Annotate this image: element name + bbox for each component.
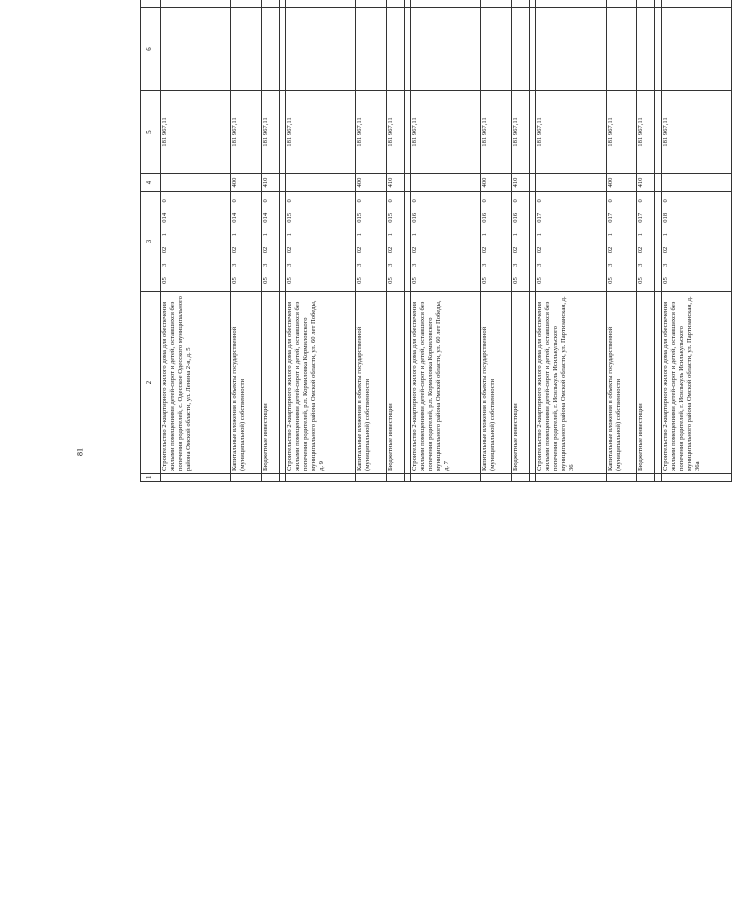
cell-col6 [511,8,529,91]
cell-col6 [481,8,512,91]
row-code [411,192,481,292]
cell-col7 [481,0,512,8]
row-amount: 181 967,11 [637,91,655,174]
cell-col6 [606,8,637,91]
code-part: 02 [160,246,168,254]
cell-col7 [160,0,230,8]
table-row [160,0,230,482]
code-part: 05 [637,277,645,284]
code-part: 014 [231,212,239,223]
row-code [481,192,512,292]
code-part: 016 [481,212,489,223]
row-name: Капитальные вложения в объекты государственной (муниципальной) собственности [481,292,512,474]
code-part: 0 [661,199,669,203]
header-cell [141,0,161,8]
row-code [606,192,637,292]
row-amount: 181 967,11 [606,91,637,174]
table-row [386,0,404,482]
code-line [411,194,419,289]
code-part: 1 [261,233,269,237]
code-part: 0 [606,199,614,203]
code-part: 3 [231,263,239,267]
cell-col6 [231,8,262,91]
code-part: 0 [261,199,269,203]
code-part: 017 [606,212,614,223]
code-part: 0 [286,199,294,203]
code-part: 3 [286,263,294,267]
code-part: 05 [160,277,168,284]
code-part: 0 [481,199,489,203]
row-type-code [411,174,481,192]
row-amount: 181 967,11 [481,91,512,174]
cell-col1 [231,474,262,482]
row-code [637,192,655,292]
cell-col1 [261,474,279,482]
code-part: 014 [261,212,269,223]
code-part: 1 [286,233,294,237]
row-amount: 181 967,11 [286,91,356,174]
budget-table [140,0,732,482]
code-part: 018 [661,212,669,223]
code-part: 1 [536,233,544,237]
row-name: Капитальные вложения в объекты государственной (муниципальной) собственности [231,292,262,474]
code-part: 1 [511,233,519,237]
row-code [661,192,731,292]
code-part: 02 [637,246,645,254]
code-part: 02 [411,246,419,254]
code-part: 0 [411,199,419,203]
code-part: 3 [386,263,394,267]
row-amount: 181 967,11 [356,91,387,174]
code-part: 0 [386,199,394,203]
table-row [231,0,262,482]
row-name: Строительство 2-квартирного жилого дома для обеспечения жилыми помещениями детей-сирот и детей, оставшихся без попечения родителей, р.п. Кормиловка Кормиловского муниципального района Омской области, ул. 60 лет Победы, д. 7 [411,292,481,474]
header-cell: 2 [141,292,161,474]
row-amount: 181 967,11 [536,91,606,174]
code-part: 05 [481,277,489,284]
cell-col1 [386,474,404,482]
row-name: Строительство 2-квартирного жилого дома для обеспечения жилыми помещениями детей-сирот и детей, оставшихся без попечения родителей, с. Одесское Одесского муниципального района Омской области, ул. Ленина 2-я, д. 5 [160,292,230,474]
code-part: 1 [606,233,614,237]
code-part: 016 [511,212,519,223]
row-type-code: 410 [261,174,279,192]
header-row [141,0,161,482]
row-type-code [286,174,356,192]
cell-col1 [637,474,655,482]
table-row [606,0,637,482]
rotated-page [140,0,732,482]
cell-col7 [231,0,262,8]
code-part: 02 [606,246,614,254]
cell-col7 [286,0,356,8]
cell-col7 [606,0,637,8]
code-part: 3 [606,263,614,267]
page-number: 81 [75,448,85,456]
table-row [411,0,481,482]
cell-col7 [411,0,481,8]
row-amount: 181 967,11 [231,91,262,174]
code-part: 0 [356,199,364,203]
code-line [662,194,670,289]
code-part: 02 [356,246,364,254]
code-part: 05 [286,277,294,284]
code-line [481,194,489,289]
cell-col1 [511,474,529,482]
row-name: Строительство 2-квартирного жилого дома для обеспечения жилыми помещениями детей-сирот и детей, оставшихся без попечения родителей, г. Исилькуль Исилькульского муниципального района Омской области, ул. Партизанская, д. 36 [536,292,606,474]
table-row [286,0,356,482]
cell-col1 [411,474,481,482]
cell-col6 [411,8,481,91]
row-type-code: 400 [356,174,387,192]
code-part: 1 [231,233,239,237]
code-part: 017 [536,212,544,223]
cell-col6 [386,8,404,91]
header-cell: 3 [141,192,161,292]
code-part: 02 [231,246,239,254]
code-part: 05 [386,277,394,284]
code-part: 02 [286,246,294,254]
cell-col1 [160,474,230,482]
code-part: 1 [356,233,364,237]
row-amount: 181 967,11 [511,91,529,174]
row-name: Бюджетные инвестиции [261,292,279,474]
code-part: 1 [481,233,489,237]
cell-col7 [356,0,387,8]
code-line [387,194,395,289]
code-part: 3 [637,263,645,267]
code-line [637,194,645,289]
cell-col1 [286,474,356,482]
cell-col6 [536,8,606,91]
code-line [356,194,364,289]
code-part: 1 [661,233,669,237]
code-part: 014 [160,212,168,223]
code-part: 1 [637,233,645,237]
code-part: 3 [356,263,364,267]
code-line [286,194,294,289]
cell-col7 [536,0,606,8]
row-type-code: 400 [606,174,637,192]
row-type-code: 410 [637,174,655,192]
code-part: 3 [261,263,269,267]
row-code [511,192,529,292]
table-row [481,0,512,482]
row-type-code: 400 [481,174,512,192]
row-code [386,192,404,292]
code-part: 05 [606,277,614,284]
code-part: 0 [160,199,168,203]
cell-col1 [481,474,512,482]
code-part: 05 [661,277,669,284]
header-cell: 4 [141,174,161,192]
code-part: 0 [637,199,645,203]
code-part: 02 [261,246,269,254]
code-part: 015 [286,212,294,223]
code-part: 3 [511,263,519,267]
table-row [261,0,279,482]
row-amount: 181 967,11 [411,91,481,174]
cell-col6 [356,8,387,91]
table-row [661,0,731,482]
code-line [262,194,270,289]
cell-col6 [261,8,279,91]
code-part: 05 [261,277,269,284]
code-part: 1 [160,233,168,237]
header-cell: 1 [141,474,161,482]
row-name: Бюджетные инвестиции [386,292,404,474]
code-part: 3 [661,263,669,267]
cell-col6 [160,8,230,91]
code-part: 05 [511,277,519,284]
code-part: 05 [356,277,364,284]
row-name: Строительство 2-квартирного жилого дома для обеспечения жилыми помещениями детей-сирот и детей, оставшихся без попечения родителей, р.п. Кормиловка Кормиловского муниципального района Омской области, ул. 60 лет Победы, д. 9 [286,292,356,474]
code-part: 05 [231,277,239,284]
row-type-code: 400 [231,174,262,192]
cell-col1 [536,474,606,482]
row-amount: 181 967,11 [261,91,279,174]
code-part: 3 [160,263,168,267]
cell-col6 [661,8,731,91]
cell-col7 [511,0,529,8]
row-code [286,192,356,292]
code-part: 3 [411,263,419,267]
row-type-code [661,174,731,192]
code-part: 02 [481,246,489,254]
table-row [637,0,655,482]
code-line [161,194,169,289]
cell-col1 [661,474,731,482]
row-name: Капитальные вложения в объекты государственной (муниципальной) собственности [606,292,637,474]
cell-col7 [386,0,404,8]
code-part: 02 [386,246,394,254]
cell-col6 [637,8,655,91]
row-code [536,192,606,292]
row-code [356,192,387,292]
cell-col7 [261,0,279,8]
header-cell: 6 [141,8,161,91]
code-part: 02 [661,246,669,254]
code-part: 05 [411,277,419,284]
row-type-code: 410 [386,174,404,192]
cell-col1 [356,474,387,482]
row-name: Бюджетные инвестиции [511,292,529,474]
code-part: 016 [411,212,419,223]
code-line [607,194,615,289]
code-part: 3 [536,263,544,267]
row-amount: 181 967,11 [160,91,230,174]
code-part: 05 [536,277,544,284]
code-part: 02 [511,246,519,254]
cell-col6 [286,8,356,91]
row-code [261,192,279,292]
table-row [511,0,529,482]
row-type-code: 410 [511,174,529,192]
code-part: 3 [481,263,489,267]
code-part: 02 [536,246,544,254]
table-row [356,0,387,482]
code-line [512,194,520,289]
code-part: 1 [411,233,419,237]
row-amount: 181 967,11 [386,91,404,174]
header-cell: 5 [141,91,161,174]
row-name: Строительство 2-квартирного жилого дома для обеспечения жилыми помещениями детей-сирот и детей, оставшихся без попечения родителей, г. Исилькуль Исилькульского муниципального района Омской области, ул. Партизанская, д. 36а [661,292,731,474]
row-type-code [536,174,606,192]
table-row [536,0,606,482]
code-part: 0 [511,199,519,203]
code-part: 015 [386,212,394,223]
cell-col7 [637,0,655,8]
cell-col7 [661,0,731,8]
code-line [231,194,239,289]
row-code [231,192,262,292]
row-code [160,192,230,292]
row-amount: 181 967,11 [661,91,731,174]
code-part: 017 [637,212,645,223]
row-name: Капитальные вложения в объекты государственной (муниципальной) собственности [356,292,387,474]
row-name: Бюджетные инвестиции [637,292,655,474]
row-type-code [160,174,230,192]
code-part: 015 [356,212,364,223]
code-part: 1 [386,233,394,237]
cell-col1 [606,474,637,482]
code-part: 0 [231,199,239,203]
code-line [536,194,544,289]
code-part: 0 [536,199,544,203]
